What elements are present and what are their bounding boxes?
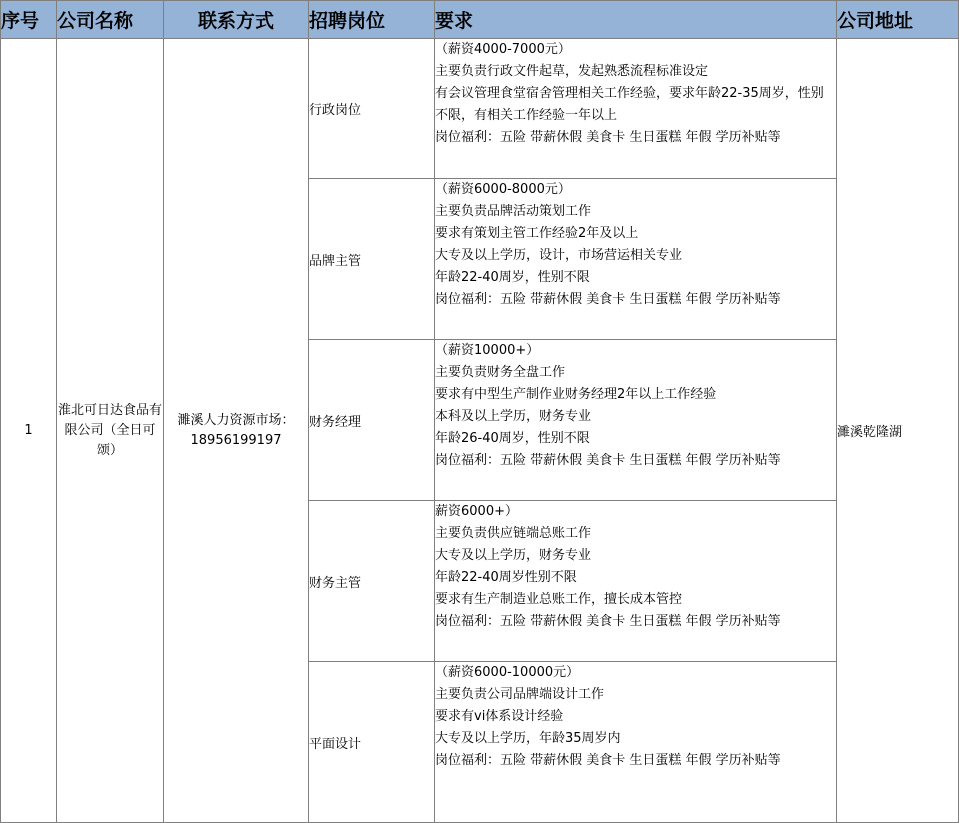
requirements-cell	[435, 662, 837, 823]
requirement-line: 要求有中型生产制作业财务经理2年以上工作经验	[435, 387, 717, 402]
requirement-line: 岗位福利：五险 带薪休假 美食卡 生日蛋糕 年假 学历补贴等	[435, 453, 781, 468]
contact-phone: 18956199197	[190, 432, 282, 448]
requirement-line: 要求有vi体系设计经验	[435, 709, 564, 724]
requirement-line: 本科及以上学历，财务专业	[435, 409, 592, 424]
requirement-line: 年龄22-40周岁性别不限	[435, 570, 577, 585]
position-cell: 财务主管	[309, 501, 435, 662]
requirement-line: 主要负责公司品牌端设计工作	[435, 687, 605, 702]
header-company: 公司名称	[57, 1, 164, 39]
requirement-line: 要求有策划主管工作经验2年及以上	[435, 226, 639, 241]
requirements-cell	[435, 340, 837, 501]
company-name-cell: 淮北可日达食品有限公司（全日可颂）	[57, 39, 164, 823]
position-cell: 财务经理	[309, 340, 435, 501]
requirement-line: （薪资10000+）	[435, 343, 540, 358]
requirement-line: 岗位福利：五险 带薪休假 美食卡 生日蛋糕 年假 学历补贴等	[435, 614, 781, 629]
header-requirements: 要求	[435, 1, 837, 39]
requirements-cell	[435, 501, 837, 662]
requirement-line: 大专及以上学历，财务专业	[435, 548, 592, 563]
header-position: 招聘岗位	[309, 1, 435, 39]
requirement-line: 岗位福利：五险 带薪休假 美食卡 生日蛋糕 年假 学历补贴等	[435, 753, 781, 768]
requirement-line: 要求有生产制造业总账工作，擅长成本管控	[435, 592, 683, 607]
header-no: 序号	[1, 1, 57, 39]
requirements-cell	[435, 39, 837, 179]
requirement-line: 有会议管理食堂宿舍管理相关工作经验，要求年龄22-35周岁，性别不限，有相关工作经验一年以上	[435, 86, 824, 123]
requirement-line: （薪资6000-10000元）	[435, 665, 580, 680]
requirement-line: 大专及以上学历，年龄35周岁内	[435, 731, 621, 746]
requirement-line: 年龄22-40周岁，性别不限	[435, 270, 590, 285]
requirement-line: 岗位福利：五险 带薪休假 美食卡 生日蛋糕 年假 学历补贴等	[435, 130, 781, 145]
requirement-line: 年龄26-40周岁，性别不限	[435, 431, 590, 446]
contact-cell	[164, 39, 309, 823]
header-row	[1, 1, 959, 39]
requirement-line: 主要负责品牌活动策划工作	[435, 204, 592, 219]
requirement-line: 主要负责财务全盘工作	[435, 365, 566, 380]
requirement-line: （薪资6000-8000元）	[435, 182, 571, 197]
requirement-line: 岗位福利：五险 带薪休假 美食卡 生日蛋糕 年假 学历补贴等	[435, 292, 781, 307]
requirement-line: （薪资4000-7000元）	[435, 42, 571, 57]
requirement-line: 大专及以上学历，设计，市场营运相关专业	[435, 248, 683, 263]
position-cell: 平面设计	[309, 662, 435, 823]
position-cell: 行政岗位	[309, 39, 435, 179]
requirement-line: 主要负责供应链端总账工作	[435, 526, 592, 541]
requirements-cell	[435, 179, 837, 340]
header-contact: 联系方式	[164, 1, 309, 39]
address-cell: 濉溪乾隆湖	[837, 39, 959, 823]
header-address: 公司地址	[837, 1, 959, 39]
contact-label: 濉溪人力资源市场：	[177, 412, 295, 428]
requirement-line: 主要负责行政文件起草，发起熟悉流程标准设定	[435, 64, 709, 79]
row-number-cell: 1	[1, 39, 57, 823]
table-row	[1, 39, 959, 179]
requirement-line: 薪资6000+）	[435, 504, 518, 519]
position-cell: 品牌主管	[309, 179, 435, 340]
